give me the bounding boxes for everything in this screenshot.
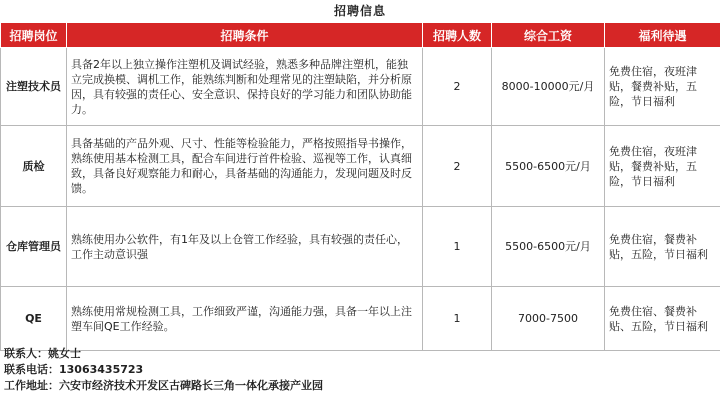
cell-benefits: 免费住宿，夜班津贴，餐费补贴，五险，节日福利	[605, 48, 720, 126]
cell-requirements: 具备2年以上独立操作注塑机及调试经验，熟悉多种品牌注塑机，能独立完成换模、调机工作，能熟练判断和处理常见的注塑缺陷，并分析原因，具有较强的责任心、安全意识、保持良好的学习能力和团队协助能力。	[67, 48, 423, 126]
table-row	[1, 126, 720, 207]
cell-salary: 8000-10000元/月	[492, 48, 605, 126]
cell-requirements: 熟练使用办公软件，有1年及以上仓管工作经验，具有较强的责任心，工作主动意识强	[67, 207, 423, 287]
header-position: 招聘岗位	[1, 23, 67, 48]
cell-salary: 5500-6500元/月	[492, 207, 605, 287]
contact-person: 联系人：姚女士	[4, 347, 81, 360]
cell-count: 1	[423, 287, 492, 351]
cell-position: 仓库管理员	[1, 207, 67, 287]
table-row	[1, 48, 720, 126]
header-count: 招聘人数	[423, 23, 492, 48]
cell-position: 质检	[1, 126, 67, 207]
cell-position: QE	[1, 287, 67, 351]
cell-benefits: 免费住宿，夜班津贴，餐费补贴，五险，节日福利	[605, 126, 720, 207]
table-row	[1, 287, 720, 351]
work-address: 工作地址：六安市经济技术开发区古碑路长三角一体化承接产业园	[4, 379, 323, 392]
cell-count: 2	[423, 126, 492, 207]
cell-position: 注塑技术员	[1, 48, 67, 126]
cell-count: 1	[423, 207, 492, 287]
recruitment-table	[0, 22, 720, 351]
cell-requirements: 具备基础的产品外观、尺寸、性能等检验能力，严格按照指导书操作，熟练使用基本检测工具，配合车间进行首件检验、巡视等工作，认真细致，具备良好观察能力和耐心，具备基础的沟通能力，发现问题及时反馈。	[67, 126, 423, 207]
table-row	[1, 207, 720, 287]
cell-salary: 5500-6500元/月	[492, 126, 605, 207]
cell-benefits: 免费住宿，餐费补贴，五险，节日福利	[605, 207, 720, 287]
cell-benefits: 免费住宿、餐费补贴、五险，节日福利	[605, 287, 720, 351]
cell-count: 2	[423, 48, 492, 126]
contact-footer	[4, 346, 323, 394]
contact-phone: 联系电话：13063435723	[4, 363, 144, 376]
header-benefits: 福利待遇	[605, 23, 720, 48]
cell-salary: 7000-7500	[492, 287, 605, 351]
page-title: 招聘信息	[333, 4, 386, 18]
header-salary: 综合工资	[492, 23, 605, 48]
table-header-row	[1, 23, 720, 48]
header-requirements: 招聘条件	[67, 23, 423, 48]
cell-requirements: 熟练使用常规检测工具，工作细致严谨，沟通能力强，具备一年以上注塑车间QE工作经验。	[67, 287, 423, 351]
